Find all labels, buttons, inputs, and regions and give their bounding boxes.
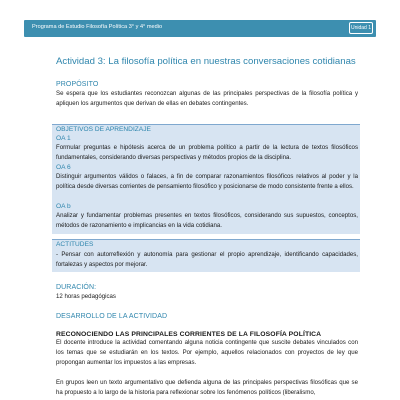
objective-code: OA 6	[56, 164, 71, 171]
development-paragraph: El docente introduce la actividad comentando alguna noticia contingente que suscite debates vinculados con los temas que se estudiarán en los textos. Por ejemplo, aquellos relacionados con proyectos de ley que propongan aumentar los impuestos a las empresas.	[56, 339, 358, 367]
objective-code: OA 1	[56, 135, 71, 142]
objective-code: OA b	[56, 203, 71, 210]
header-title: Programa de Estudio Filosofía Política 3° y 4° medio	[32, 24, 163, 30]
duration-heading: DURACIÓN:	[56, 284, 97, 291]
activity-title: Actividad 3: La filosofía política en nuestras conversaciones cotidianas	[56, 56, 356, 67]
objective-text: Formular preguntas e hipótesis acerca de un problema político a partir de la lectura de textos filosóficos fundamentales, considerando diversas perspectivas y métodos propios de la disciplina.	[56, 144, 358, 162]
purpose-text: Se espera que los estudiantes reconozcan algunas de las principales perspectivas de la filosofía política y apliquen los argumentos que derivan de ellas en debates contingentes.	[56, 90, 358, 108]
attitudes-heading: ACTITUDES	[56, 241, 94, 248]
objective-text: Distinguir argumentos válidos o falaces, a fin de comparar razonamientos filosóficos relativos al poder y la política desde diversas corrientes de pensamiento filosófico y posicionarse de modo consistente frente a ellos.	[56, 173, 358, 191]
objectives-heading: OBJETIVOS DE APRENDIZAJE	[56, 126, 151, 133]
objective-text: Analizar y fundamentar problemas presentes en textos filosóficos, considerando sus supuestos, conceptos, métodos de razonamiento e implicancias en la vida cotidiana.	[56, 212, 358, 230]
development-subheading: RECONOCIENDO LAS PRINCIPALES CORRIENTES DE LA FILOSOFÍA POLÍTICA	[56, 331, 322, 338]
development-heading: DESARROLLO DE LA ACTIVIDAD	[56, 313, 168, 320]
development-paragraph: En grupos leen un texto argumentativo que defienda alguna de las principales perspectivas filosóficas que se ha propuesto a lo largo de la historia para reflexionar sobre los fenómenos políticos (liberalismo,	[56, 379, 358, 397]
unit-badge: Unidad 1	[349, 22, 373, 34]
attitudes-text: - Pensar con autorreflexión y autonomía para gestionar el propio aprendizaje, identificando capacidades, fortalezas y aspectos por mejorar.	[56, 251, 358, 269]
purpose-heading: PROPÓSITO	[56, 81, 99, 88]
duration-text: 12 horas pedagógicas	[56, 293, 116, 300]
